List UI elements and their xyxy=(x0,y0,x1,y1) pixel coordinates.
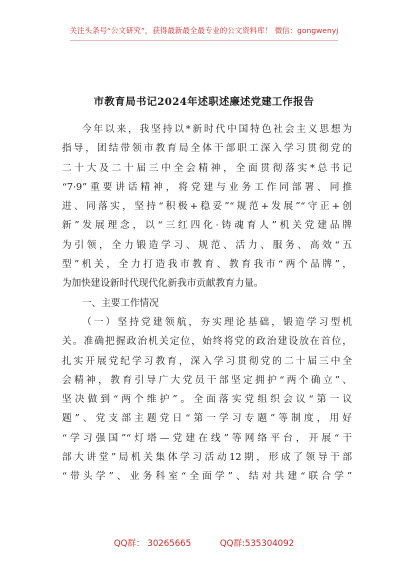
paragraph-line: 坚决做到“两个维护”。全面落实党组织会议“第一议 xyxy=(62,394,352,406)
paragraph-line: 为引领，全力锻造学习、规范、活力、服务、高效“五 xyxy=(62,239,352,251)
paragraph-line: “带头学”、业务科室“全面学”、结对共建“联合学” xyxy=(62,471,352,483)
paragraph-line: 新”发展理念，以“三红四化·铸魂育人”机关党建品牌 xyxy=(62,220,352,232)
qq-group-1: QQ群： 30265665 xyxy=(113,539,192,549)
paragraph-line: “学习强国”“灯塔—党建在线”等网络平台，开展“干 xyxy=(62,432,352,444)
paragraph-line: 关。准确把握政治机关定位，始终将党的政治建设放在首位， xyxy=(62,336,352,348)
paragraph-line: 指导，团结带领市教育局全体干部职工深入学习贯彻党的 xyxy=(62,143,352,155)
document-title: 市教育局书记2024年述职述廉述党建工作报告 xyxy=(93,96,315,108)
paragraph-line: “7·9”重要讲话精神，将党建与业务工作同部署、同推 xyxy=(62,181,352,193)
qq-group-2: QQ群:535304092 xyxy=(219,539,295,549)
section-heading: 一、主要工作情况 xyxy=(82,297,159,309)
paragraph-line: 会精神，教育引导广大党员干部坚定拥护“两个确立”、 xyxy=(62,374,352,386)
contact-footer xyxy=(0,537,408,549)
paragraph-line: 题”、党支部主题党日“第一学习专题”等制度，用好 xyxy=(62,413,352,425)
banner-divider xyxy=(70,40,338,41)
paragraph-line: 扎实开展党纪学习教育，深入学习贯彻党的二十届三中全 xyxy=(62,355,352,367)
paragraph-line: 二十大及二十届三中全会精神，全面贯彻落实*总书记 xyxy=(62,162,352,174)
promo-banner: 关注头条号“公文研究”，获得最新最全最专业的公文资料库！ 微信：gongwenyj xyxy=(69,26,339,35)
paragraph-line: 部大讲堂”局机关集体学习活动12期，形成了领导干部 xyxy=(62,452,352,464)
paragraph-line: 为加快建设新时代现代化新我市贡献教育力量。 xyxy=(62,278,264,290)
paragraph-line: 今年以来，我坚持以*新时代中国特色社会主义思想为 xyxy=(82,124,352,135)
document-body xyxy=(62,120,352,487)
paragraph-line: 型”机关，全力打造我市教育、教育我市“两个品牌”， xyxy=(62,259,352,271)
paragraph-line: （一）坚持党建领航，夯实理论基础，锻造学习型机 xyxy=(82,316,352,328)
paragraph-line: 进、同落实，坚持“积极+稳妥”“规范+发展”“守正+创 xyxy=(62,201,352,213)
